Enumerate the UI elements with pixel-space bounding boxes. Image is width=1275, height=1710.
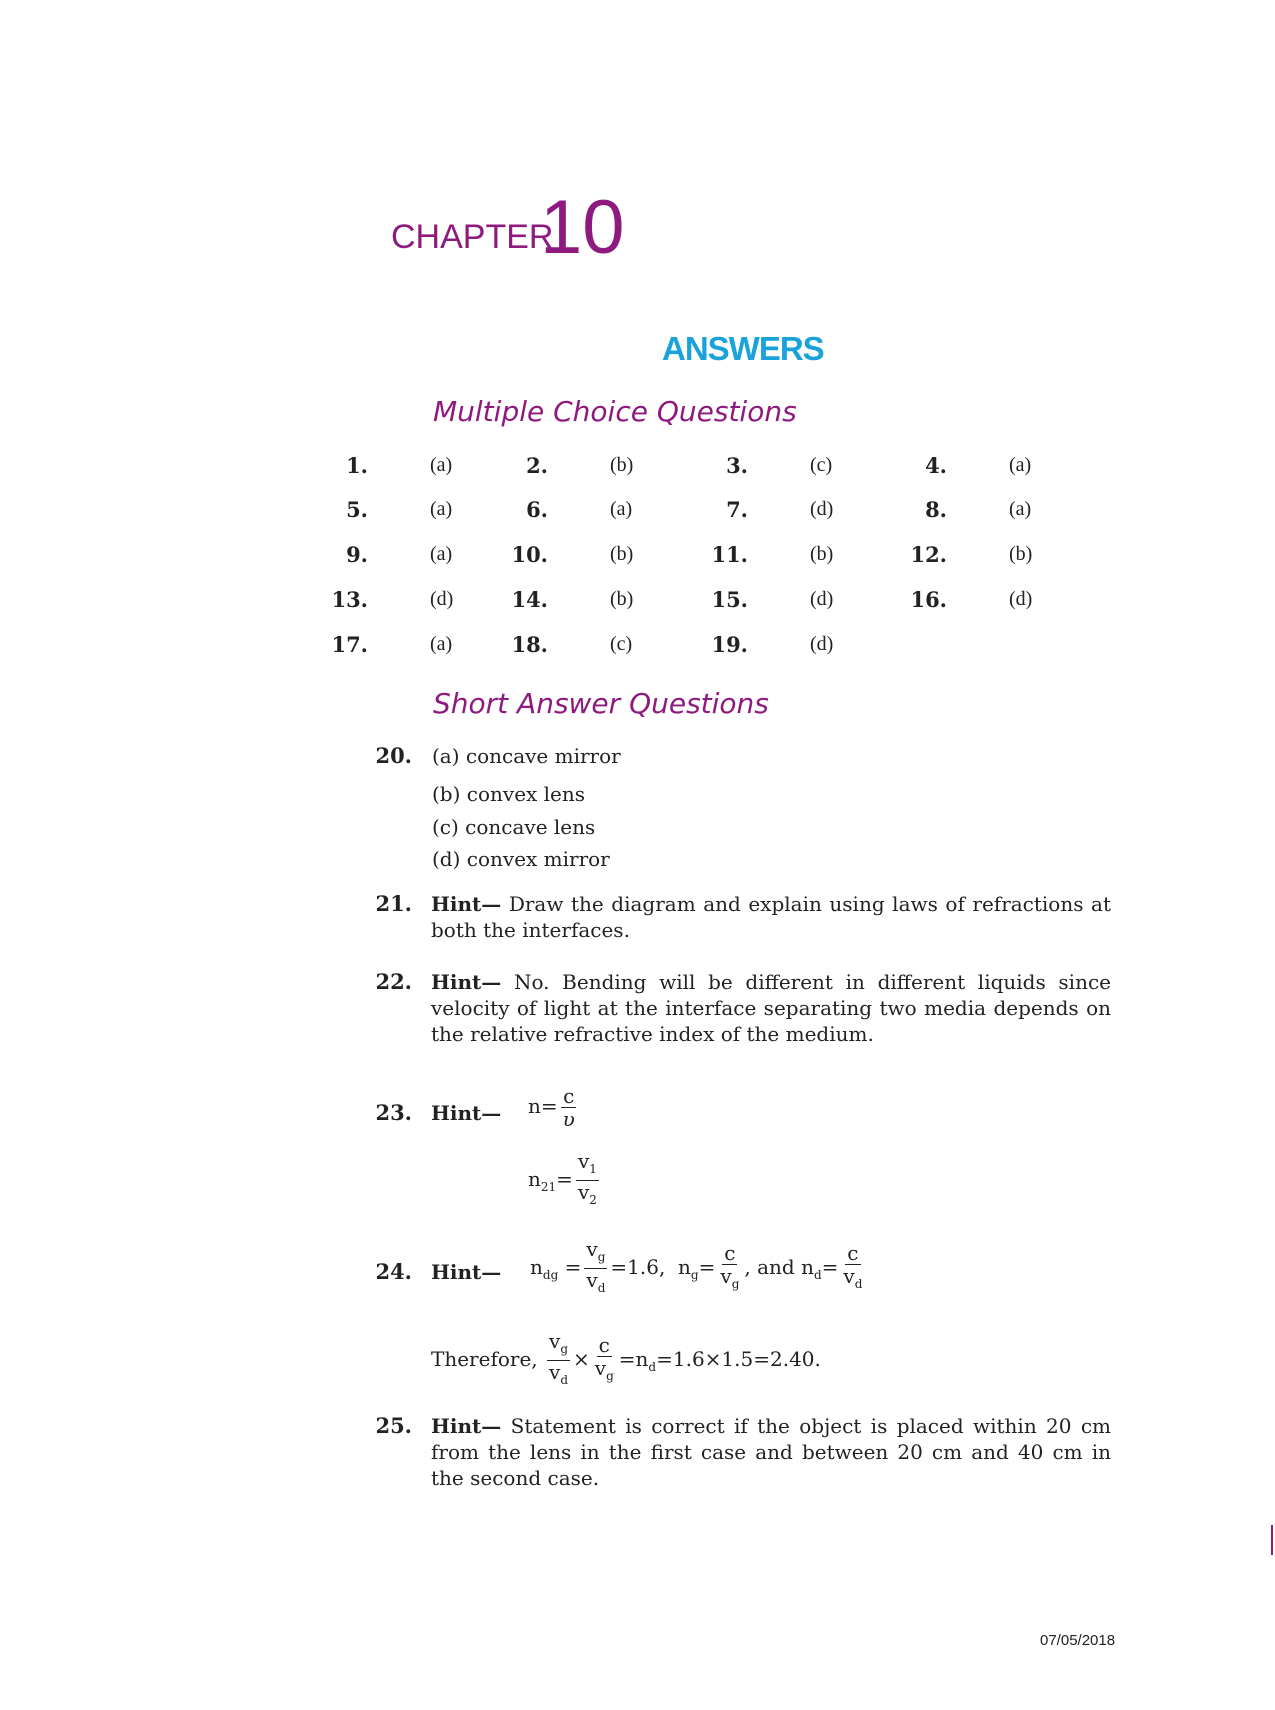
mcq-answer: (a) — [430, 633, 453, 655]
mcq-answer: (a) — [430, 543, 453, 565]
page-title: ANSWERS — [662, 330, 824, 367]
chapter-label: CHAPTER — [391, 218, 554, 256]
question-number: 25. — [375, 1413, 412, 1438]
mcq-answer: (a) — [1009, 498, 1032, 520]
chapter-number: 10 — [540, 185, 625, 270]
formula-refractive-index: n= $\frac{c}{\upsilon}$ — [528, 1084, 575, 1131]
formula-result: Therefore, $\frac{v_g}{v_d}$ × $\frac{c}{v_g}$ $=n_d=1.6\times 1.5=2.40$. — [431, 1329, 821, 1387]
mcq-answer: (d) — [1009, 588, 1033, 610]
mcq-question-number: 5. — [346, 497, 368, 522]
mcq-section-title: Multiple Choice Questions — [433, 395, 797, 428]
print-date: 07/05/2018 — [1040, 1632, 1116, 1649]
mcq-answer: (d) — [810, 633, 834, 655]
mcq-question-number: 15. — [711, 587, 748, 612]
hint-label: Hint— — [431, 1414, 502, 1438]
mcq-answer: (d) — [810, 588, 834, 610]
mcq-question-number: 3. — [726, 453, 748, 478]
question-number: 21. — [375, 891, 412, 916]
saq-section-title: Short Answer Questions — [433, 687, 769, 720]
mcq-question-number: 4. — [925, 453, 947, 478]
mcq-question-number: 7. — [726, 497, 748, 522]
mcq-answer: (b) — [610, 454, 634, 476]
mcq-answer: (a) — [430, 498, 453, 520]
answer-text: Statement is correct if the object is placed within 20 cm from the lens in the first case and between 20 cm and 40 cm in the second case. — [431, 1414, 1111, 1490]
answer-item: (d) convex mirror — [432, 847, 610, 871]
answer-item: (c) concave lens — [432, 815, 596, 839]
mcq-answer: (c) — [810, 454, 833, 476]
mcq-answer: (c) — [610, 633, 633, 655]
mcq-answer: (a) — [430, 454, 453, 476]
mcq-answer: (b) — [610, 543, 634, 565]
answer-paragraph — [431, 891, 1111, 943]
edge-marker — [1271, 1525, 1273, 1555]
mcq-answer: (b) — [810, 543, 834, 565]
mcq-answer: (b) — [610, 588, 634, 610]
mcq-question-number: 9. — [346, 542, 368, 567]
formula-relative-index: $n_{21}=$ $\frac{v_1}{v_2}$ — [528, 1149, 597, 1207]
mcq-question-number: 6. — [526, 497, 548, 522]
formula-ndg: $n_{dg}$ = $\frac{v_g}{v_d}$ =1.6, $n_g=$ $\frac{c}{v_g}$ , and $n_d=$ $\frac{c}{v_d}$ — [530, 1237, 863, 1295]
answer-text: Draw the diagram and explain using laws of refractions at both the interfaces. — [431, 892, 1111, 942]
question-number: 20. — [375, 743, 412, 768]
mcq-question-number: 13. — [331, 587, 368, 612]
mcq-question-number: 16. — [910, 587, 947, 612]
question-number: 24. — [375, 1259, 412, 1284]
answer-paragraph — [431, 969, 1111, 1047]
answer-text: No. Bending will be different in different liquids since velocity of light at the interface separating two media depends on the relative refractive index of the medium. — [431, 970, 1111, 1046]
mcq-question-number: 11. — [711, 542, 748, 567]
mcq-answer: (b) — [1009, 543, 1033, 565]
question-number: 22. — [375, 969, 412, 994]
mcq-answer: (d) — [810, 498, 834, 520]
mcq-question-number: 19. — [711, 632, 748, 657]
answer-item: (b) convex lens — [432, 782, 586, 806]
mcq-question-number: 14. — [511, 587, 548, 612]
answer-item: (a) concave mirror — [432, 744, 621, 768]
mcq-answer: (d) — [430, 588, 454, 610]
mcq-answer: (a) — [1009, 454, 1032, 476]
answer-paragraph — [431, 1413, 1111, 1491]
hint-label: Hint— — [431, 970, 502, 994]
mcq-question-number: 17. — [331, 632, 368, 657]
question-number: 23. — [375, 1100, 412, 1125]
mcq-question-number: 10. — [511, 542, 548, 567]
mcq-question-number: 1. — [346, 453, 368, 478]
hint-label: Hint— — [431, 892, 502, 916]
mcq-question-number: 8. — [925, 497, 947, 522]
hint-label: Hint— — [431, 1101, 502, 1125]
mcq-question-number: 18. — [511, 632, 548, 657]
hint-label: Hint— — [431, 1260, 502, 1284]
mcq-answer: (a) — [610, 498, 633, 520]
mcq-question-number: 12. — [910, 542, 947, 567]
mcq-question-number: 2. — [526, 453, 548, 478]
